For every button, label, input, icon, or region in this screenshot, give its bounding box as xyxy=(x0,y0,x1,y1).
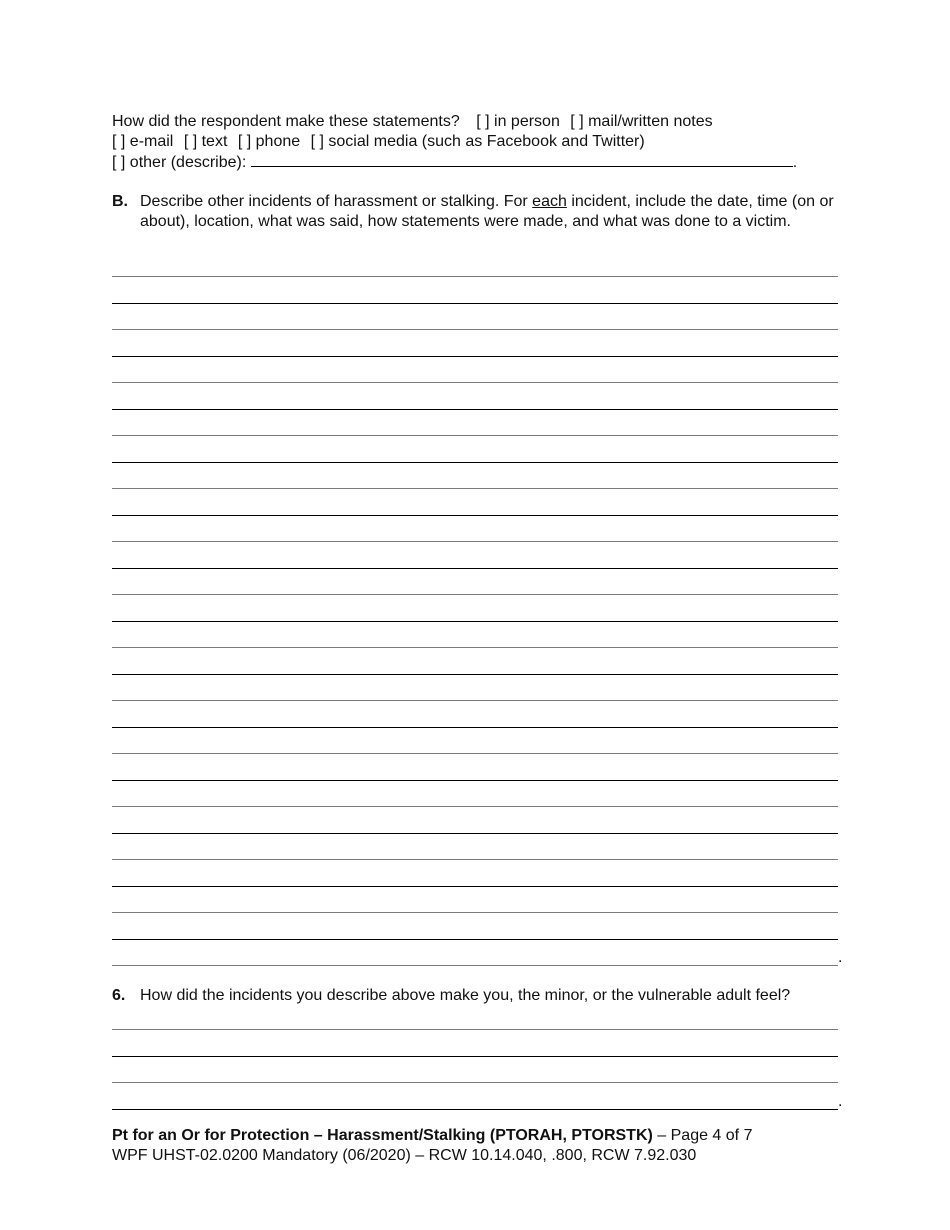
checkbox-in-person[interactable]: [ ] xyxy=(476,113,490,130)
statements-method-row-2 xyxy=(112,132,645,152)
section-b-writing-line[interactable] xyxy=(112,541,838,542)
section-b-writing-line[interactable] xyxy=(112,382,838,383)
section-b-writing-line[interactable] xyxy=(112,409,838,410)
section-b-text-after: incident, include the date, time (on or about), location, what was said, how statements were made, and what was done to a victim. xyxy=(140,193,834,230)
section-b-writing-line[interactable] xyxy=(112,780,838,781)
section-b-writing-line[interactable] xyxy=(112,700,838,701)
section-b-writing-line[interactable] xyxy=(112,833,838,834)
checkbox-phone[interactable]: [ ] xyxy=(237,133,252,150)
section-6-number: 6. xyxy=(112,987,126,1004)
section-b-writing-line[interactable] xyxy=(112,303,838,304)
statements-question: How did the respondent make these statements? xyxy=(112,113,460,130)
section-b-writing-line[interactable] xyxy=(112,859,838,860)
section-b-writing-line[interactable] xyxy=(112,621,838,622)
section-b-heading xyxy=(112,192,842,252)
other-end-mark: . xyxy=(792,154,798,171)
section-6-text: How did the incidents you describe above make you, the minor, or the vulnerable adult feel? xyxy=(140,987,791,1004)
section-b-writing-line[interactable] xyxy=(112,568,838,569)
section-b-writing-line[interactable] xyxy=(112,886,838,887)
section-b-writing-line[interactable] xyxy=(112,753,838,754)
section-b-writing-line[interactable] xyxy=(112,674,838,675)
statements-method-row-3 xyxy=(112,152,797,173)
section-b-writing-line[interactable] xyxy=(112,912,838,913)
section-6-end-mark: . xyxy=(838,1093,843,1110)
section-b-writing-line[interactable] xyxy=(112,806,838,807)
checkbox-other[interactable]: [ ] xyxy=(112,154,126,171)
section-b-writing-line[interactable] xyxy=(112,727,838,728)
label-phone: phone xyxy=(255,133,301,150)
checkbox-email[interactable]: [ ] xyxy=(112,133,126,150)
section-b-writing-line[interactable] xyxy=(112,965,838,966)
section-b-writing-line[interactable] xyxy=(112,594,838,595)
section-b-writing-line[interactable] xyxy=(112,462,838,463)
footer-line-1 xyxy=(112,1126,752,1146)
section-6-heading xyxy=(112,986,852,1006)
statements-method-row-1 xyxy=(112,112,713,132)
section-b-writing-line[interactable] xyxy=(112,435,838,436)
section-6-writing-line[interactable] xyxy=(112,1029,838,1030)
section-b-writing-line[interactable] xyxy=(112,329,838,330)
footer-line-2: WPF UHST-02.0200 Mandatory (06/2020) – RCW 10.14.040, .800, RCW 7.92.030 xyxy=(112,1147,697,1164)
section-b-writing-line[interactable] xyxy=(112,647,838,648)
footer xyxy=(112,1126,752,1166)
section-b-end-mark: . xyxy=(838,949,843,966)
section-b-writing-line[interactable] xyxy=(112,356,838,357)
label-other: other (describe): xyxy=(129,154,247,171)
section-b-text-before: Describe other incidents of harassment or stalking. For xyxy=(140,193,533,210)
section-b-writing-line[interactable] xyxy=(112,939,838,940)
section-b-writing-line[interactable] xyxy=(112,488,838,489)
section-b-writing-line[interactable] xyxy=(112,276,838,277)
label-social-media: social media (such as Facebook and Twitter) xyxy=(328,133,645,150)
label-email: e-mail xyxy=(129,133,174,150)
checkbox-text[interactable]: [ ] xyxy=(183,133,198,150)
other-describe-field[interactable] xyxy=(251,152,793,167)
label-text: text xyxy=(201,133,228,150)
footer-title: Pt for an Or for Protection – Harassment/Stalking (PTORAH, PTORSTK) xyxy=(112,1127,653,1144)
section-b-number: B. xyxy=(112,193,128,210)
section-6-writing-line[interactable] xyxy=(112,1056,838,1057)
section-b-text-underlined: each xyxy=(532,193,567,210)
checkbox-mail-written-notes[interactable]: [ ] xyxy=(570,113,584,130)
checkbox-social-media[interactable]: [ ] xyxy=(310,133,324,150)
section-6-writing-line[interactable] xyxy=(112,1109,838,1110)
section-b-text xyxy=(140,192,842,232)
footer-page: – Page 4 of 7 xyxy=(652,1127,753,1144)
label-mail-written-notes: mail/written notes xyxy=(588,113,713,130)
section-b-writing-line[interactable] xyxy=(112,515,838,516)
label-in-person: in person xyxy=(494,113,560,130)
section-6-writing-line[interactable] xyxy=(112,1082,838,1083)
